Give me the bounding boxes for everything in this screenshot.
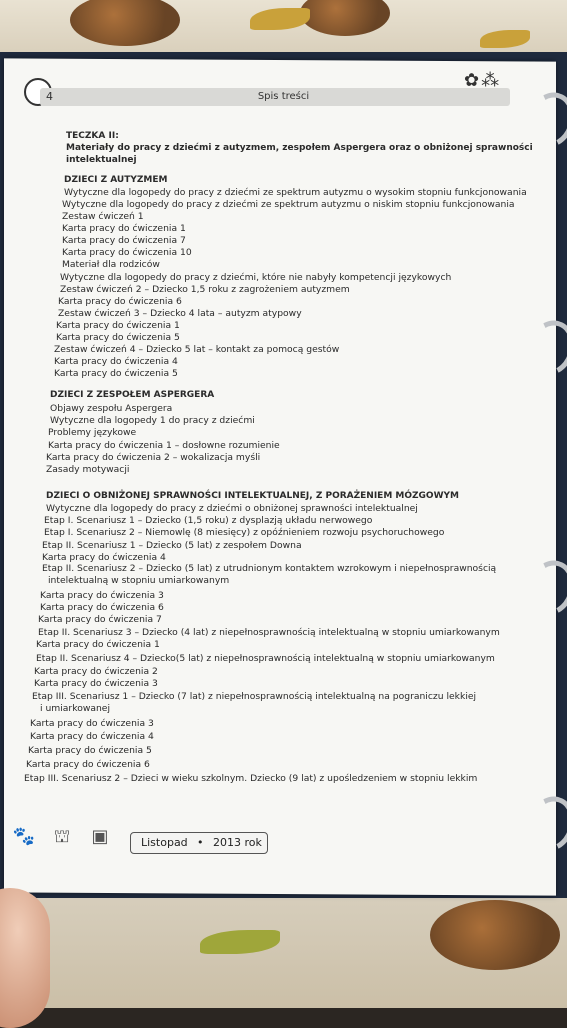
toc-entry: Etap II. Scenariusz 3 – Dziecko (4 lat) z niepełnosprawnością intelektualną w stopniu umiarkowanym (38, 627, 500, 638)
toc-entry: Zestaw ćwiczeń 2 – Dziecko 1,5 roku z zagrożeniem autyzmem (60, 284, 350, 295)
footer-year: 2013 rok (213, 836, 262, 849)
toc-entry: Etap II. Scenariusz 2 – Dziecko (5 lat) z utrudnionym kontaktem wzrokowym i niepełnosprawnością (42, 563, 497, 574)
flower-ornament-icon: ✿⁂ (464, 70, 502, 91)
toc-entry: Wytyczne dla logopedy do pracy z dziećmi ze spektrum autyzmu o wysokim stopniu funkcjonowania (64, 187, 527, 198)
toc-entry: Karta pracy do ćwiczenia 5 (28, 745, 152, 756)
toc-entry: Zestaw ćwiczeń 4 – Dziecko 5 lat – kontakt za pomocą gestów (54, 344, 340, 355)
toc-entry: Etap III. Scenariusz 2 – Dzieci w wieku szkolnym. Dziecko (9 lat) z upośledzeniem w stopniu lekkim (24, 773, 478, 784)
toc-entry: Karta pracy do ćwiczenia 1 (56, 320, 180, 331)
toc-entry: Etap I. Scenariusz 2 – Niemowlę (8 miesięcy) z opóźnieniem rozwoju psychoruchowego (44, 527, 445, 538)
dog-icon: 🐾 (12, 826, 36, 847)
toc-entry: Zestaw ćwiczeń 3 – Dziecko 4 lata – autyzm atypowy (58, 308, 302, 319)
footer-separator: • (197, 836, 204, 849)
toc-entry: Wytyczne dla logopedy 1 do pracy z dziećmi (50, 415, 255, 426)
briefcase-icon: ▣ (91, 826, 109, 847)
toc-entry: Etap II. Scenariusz 1 – Dziecko (5 lat) z zespołem Downa (42, 540, 302, 551)
toc-entry: Karta pracy do ćwiczenia 5 (54, 368, 178, 379)
toc-entry: Wytyczne dla logopedy do pracy z dziećmi, które nie nabyły kompetencji językowych (60, 272, 452, 283)
toc-heading: DZIECI O OBNIŻONEJ SPRAWNOŚCI INTELEKTUALNEJ, Z PORAŻENIEM MÓZGOWYM (46, 491, 459, 501)
toc-heading: intelektualnej (66, 155, 137, 165)
toc-entry: Karta pracy do ćwiczenia 2 – wokalizacja myśli (46, 452, 261, 463)
toc-entry: Karta pracy do ćwiczenia 6 (26, 759, 150, 770)
toc-entry: Karta pracy do ćwiczenia 1 (62, 223, 186, 234)
toc-entry: Materiał dla rodziców (62, 259, 160, 270)
footer-month: Listopad (141, 836, 188, 849)
toc-entry: Karta pracy do ćwiczenia 7 (38, 614, 162, 625)
date-badge (130, 832, 268, 854)
toc-entry: Wytyczne dla logopedy do pracy z dziećmi ze spektrum autyzmu o niskim stopniu funkcjonowania (62, 199, 515, 210)
toc-entry: Zasady motywacji (46, 464, 130, 475)
toc-entry: Karta pracy do ćwiczenia 1 – dosłowne rozumienie (48, 440, 280, 451)
toc-entry: Karta pracy do ćwiczenia 3 (30, 718, 154, 729)
toc-entry: Etap I. Scenariusz 1 – Dziecko (1,5 roku) z dysplazją układu nerwowego (44, 515, 373, 526)
toc-entry: i umiarkowanej (40, 703, 110, 714)
toc-entry: Karta pracy do ćwiczenia 4 (42, 552, 166, 563)
toc-entry: Etap II. Scenariusz 4 – Dziecko(5 lat) z niepełnosprawnością intelektualną w stopniu umiarkowanym (36, 653, 495, 664)
toc-heading: DZIECI Z AUTYZMEM (64, 175, 168, 185)
toc-entry: Etap III. Scenariusz 1 – Dziecko (7 lat) z niepełnosprawnością intelektualną na pograniczu lekkiej (32, 691, 477, 702)
toc-entry: Karta pracy do ćwiczenia 1 (36, 639, 160, 650)
page-number: 4 (46, 90, 53, 103)
toc-entry: Wytyczne dla logopedy do pracy z dziećmi o obniżonej sprawności intelektualnej (46, 503, 418, 514)
toc-entry: Karta pracy do ćwiczenia 3 (34, 678, 158, 689)
toc-entry: Objawy zespołu Aspergera (50, 403, 173, 414)
toc-entry: Karta pracy do ćwiczenia 7 (62, 235, 186, 246)
toc-heading: TECZKA II: (66, 131, 119, 141)
toc-entry: Zestaw ćwiczeń 1 (62, 211, 144, 222)
toc-entry: Karta pracy do ćwiczenia 6 (58, 296, 182, 307)
toc-entry: Karta pracy do ćwiczenia 2 (34, 666, 158, 677)
toc-heading: Materiały do pracy z dziećmi z autyzmem, zespołem Aspergera oraz o obniżonej sprawności (66, 143, 533, 153)
toc-entry: Karta pracy do ćwiczenia 10 (62, 247, 192, 258)
easel-icon: ⛫ (53, 826, 71, 847)
toc-heading: DZIECI Z ZESPOŁEM ASPERGERA (50, 390, 215, 400)
toc-entry: Karta pracy do ćwiczenia 5 (56, 332, 180, 343)
toc-entry: Karta pracy do ćwiczenia 3 (40, 590, 164, 601)
page-title: Spis treści (257, 91, 310, 102)
toc-entry: intelektualną w stopniu umiarkowanym (48, 575, 230, 586)
toc-entry: Problemy językowe (48, 427, 137, 438)
toc-entry: Karta pracy do ćwiczenia 4 (30, 731, 154, 742)
hand-finger (0, 888, 50, 1028)
toc-entry: Karta pracy do ćwiczenia 6 (40, 602, 164, 613)
toc-entry: Karta pracy do ćwiczenia 4 (54, 356, 178, 367)
